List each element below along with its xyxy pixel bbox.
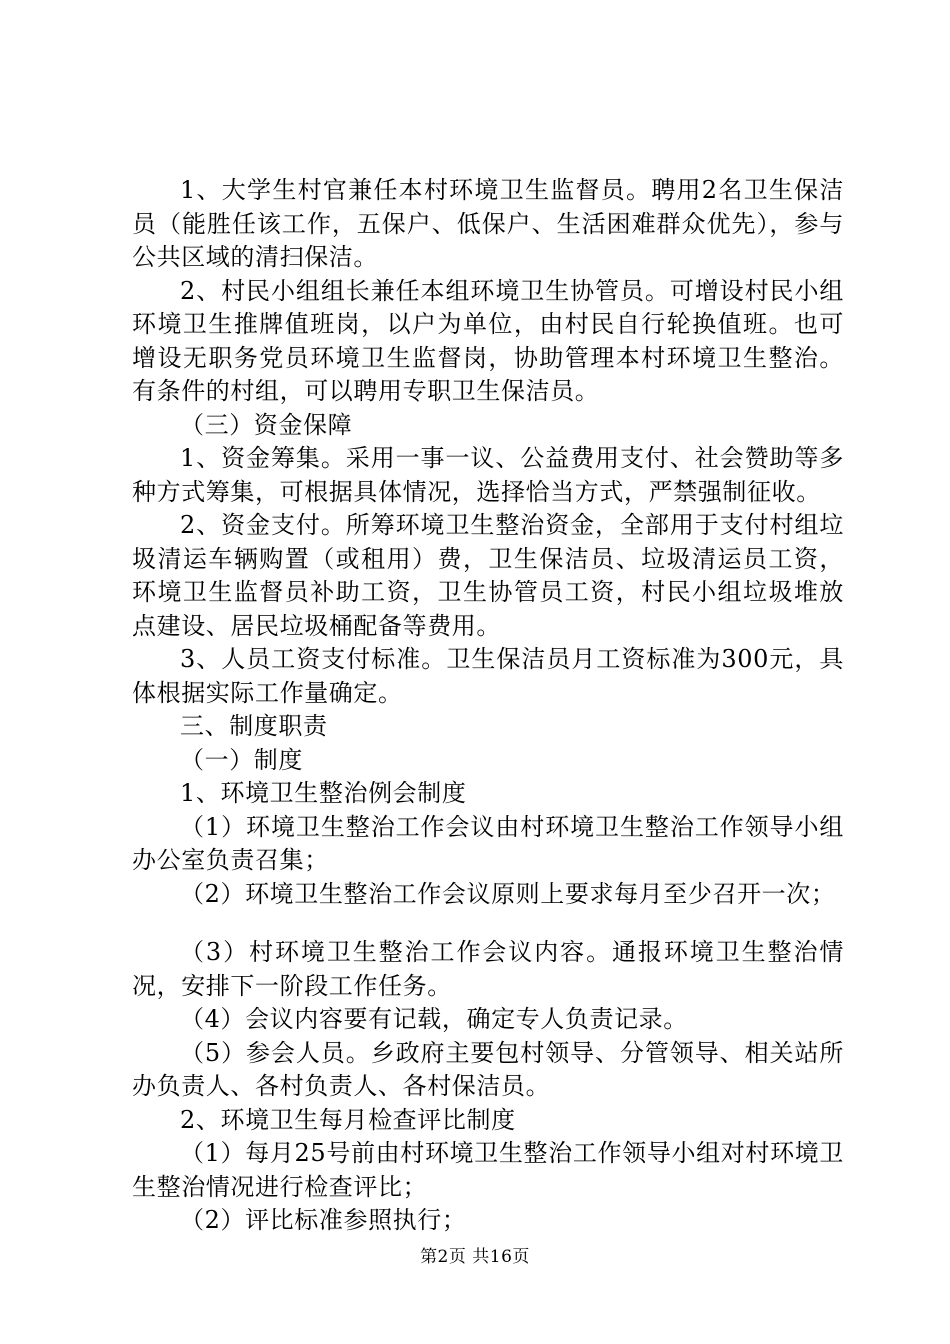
list-item: （3）村环境卫生整治工作会议内容。通报环境卫生整治情况，安排下一阶段工作任务。	[132, 938, 844, 1000]
section-heading: （三）资金保障	[180, 410, 353, 439]
list-item: （2）环境卫生整治工作会议原则上要求每月至少召开一次；	[180, 879, 836, 908]
list-item: （1）环境卫生整治工作会议由村环境卫生整治工作领导小组办公室负责召集；	[132, 812, 844, 874]
paragraph: 3、人员工资支付标准。卫生保洁员月工资标准为300元，具体根据实际工作量确定。	[132, 645, 844, 707]
page-footer: 第2页 共16页	[420, 1247, 530, 1267]
paragraph: 1、资金筹集。采用一事一议、公益费用支付、社会赞助等多种方式筹集，可根据具体情况，选择恰当方式，严禁强制征收。	[132, 444, 844, 506]
list-item: （5）参会人员。乡政府主要包村领导、分管领导、相关站所办负责人、各村负责人、各村保洁员。	[132, 1038, 844, 1100]
paragraph: 2、村民小组组长兼任本组环境卫生协管员。可增设村民小组环境卫生推牌值班岗，以户为单位，由村民自行轮换值班。也可增设无职务党员环境卫生监督岗，协助管理本村环境卫生整治。有条件的村组，可以聘用专职卫生保洁员。	[132, 276, 844, 405]
list-item: （1）每月25号前由村环境卫生整治工作领导小组对村环境卫生整治情况进行检查评比；	[132, 1139, 844, 1201]
list-item: （2）评比标准参照执行；	[180, 1206, 467, 1234]
section-heading: 1、环境卫生整治例会制度	[180, 779, 467, 807]
list-item: （4）会议内容要有记载，确定专人负责记录。	[180, 1005, 688, 1033]
section-heading: 2、环境卫生每月检查评比制度	[180, 1105, 516, 1134]
document-body	[132, 174, 844, 1238]
paragraph: 2、资金支付。所筹环境卫生整治资金，全部用于支付村组垃圾清运车辆购置（或租用）费，卫生保洁员、垃圾清运员工资，环境卫生监督员补助工资，卫生协管员工资，村民小组垃圾堆放点建设、居民垃圾桶配备等费用。	[132, 511, 844, 640]
section-heading: 三、制度职责	[180, 712, 328, 740]
blank-gap	[132, 911, 844, 936]
paragraph: 1、大学生村官兼任本村环境卫生监督员。聘用2名卫生保洁员（能胜任该工作，五保户、低保户、生活困难群众优先），参与公共区域的清扫保洁。	[132, 176, 844, 271]
section-heading: （一）制度	[180, 745, 303, 774]
